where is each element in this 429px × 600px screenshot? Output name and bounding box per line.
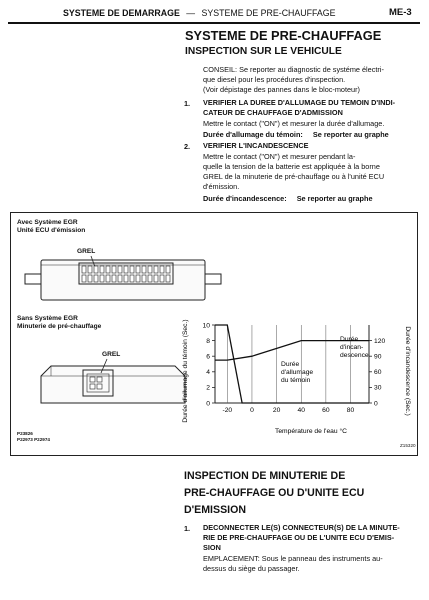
annotation-incandescence [340, 336, 369, 359]
annotation-incandescence-line-2: d'incan- [340, 344, 364, 351]
figure-frame [10, 212, 418, 456]
header-rule [8, 22, 420, 24]
y-left-tick-label: 0 [206, 400, 210, 408]
y-axis-label-left: Durée d'allumage du témoin (Sec.) [182, 319, 189, 423]
header-dash: — [186, 8, 196, 18]
step1-ref-value: Se reporter au graphe [312, 130, 389, 139]
annotation-indicator [281, 361, 313, 384]
annotation-incandescence-line-3: descence [340, 352, 369, 359]
x-tick-label: 20 [272, 407, 281, 414]
egr-label-2: Unité ECU d'émission [17, 227, 86, 234]
x-tick-label: -20 [222, 407, 233, 414]
y-right-tick-label: 60 [374, 369, 382, 377]
page-subtitle: INSPECTION SUR LE VEHICULE [185, 46, 342, 57]
step2-reference [203, 194, 373, 204]
section2-step1-number: 1. [184, 524, 191, 533]
section2-step1-title-line-2: RIE DE PRE-CHAUFFAGE OU DE L'UNITE ECU D'EMIS- [203, 533, 395, 542]
step1-reference [203, 130, 389, 140]
annotation-indicator-line-1: Durée [281, 361, 300, 368]
section2-step1-title-line-1: DECONNECTER LE(S) CONNECTEUR(S) DE LA MINUTE- [203, 523, 400, 532]
step1-title-line-2: CATEUR DE CHAUFFAGE D'ADMISSION [203, 108, 343, 117]
figure-code-1: P23826 [17, 431, 33, 436]
egr-label-1: Avec Système EGR [17, 219, 78, 226]
step2-title: VERIFIER L'INCANDESCENCE [203, 141, 309, 150]
figure-code-2: P22973 P22974 [17, 437, 50, 442]
y-left-tick-label: 4 [206, 369, 210, 377]
noegr-grel-label: GREL [102, 351, 121, 358]
noegr-label-1: Sans Système EGR [17, 315, 78, 322]
y-right-tick-label: 120 [374, 337, 386, 345]
annotation-indicator-line-3: du témoin [281, 377, 311, 384]
step2-ref-label: Durée d'incandescence: [203, 194, 287, 203]
header-section-title: SYSTEME DE DEMARRAGE [63, 8, 180, 18]
section2-step1-body-line-1: EMPLACEMENT: Sous le panneau des instruments au- [203, 554, 383, 563]
step2-body-line-1: Mettre le contact ("ON") et mesurer pendant la- [203, 152, 356, 161]
header-subsection-title: SYSTEME DE PRE-CHAUFFAGE [201, 8, 336, 18]
x-tick-label: 60 [322, 407, 330, 414]
step1-number: 1. [184, 99, 191, 108]
section2-title-line-1: INSPECTION DE MINUTERIE DE [184, 470, 346, 482]
step2-number: 2. [184, 142, 191, 151]
step1-body: Mettre le contact ("ON") et mesurer la durée d'allumage. [203, 119, 385, 128]
egr-grel-label: GREL [77, 248, 96, 255]
ecu-unit [25, 256, 221, 300]
y-right-tick-label: 0 [374, 400, 378, 408]
x-axis-label: Température de l'eau °C [275, 428, 347, 435]
y-right-tick-label: 30 [374, 384, 382, 392]
chart [177, 309, 413, 437]
page-code: ME-3 [389, 7, 412, 18]
section2-step1-title-line-3: SION [203, 543, 221, 552]
y-right-tick-label: 90 [374, 353, 382, 361]
section2-title-line-2: PRE-CHAUFFAGE OU D'UNITE ECU [184, 487, 365, 499]
advice-line-1: CONSEIL: Se reporter au diagnostic de systéme électri- [203, 65, 384, 74]
step2-body-line-2: quelle la tension de la batterie est appliquée à la borne [203, 162, 380, 171]
step2-body-line-4: d'émission. [203, 182, 240, 191]
step2-body-line-3: GREL de la minuterie de pré-chauffage ou à l'unité ECU [203, 172, 385, 181]
y-left-tick-label: 2 [206, 384, 210, 392]
x-tick-label: 0 [250, 407, 254, 414]
header-section [63, 8, 335, 18]
advice-line-2: que diesel pour les procédures d'inspection. [203, 75, 346, 84]
y-left-tick-label: 10 [202, 322, 210, 330]
step2-ref-value: Se reporter au graphe [296, 194, 373, 203]
y-axis-label-right: Durée d'incandescence (Sec.) [404, 326, 411, 416]
x-tick-label: 40 [297, 407, 305, 414]
section2-step1-body-line-2: dessus du siège du passager. [203, 564, 300, 573]
step1-title-line-1: VERIFIER LA DUREE D'ALLUMAGE DU TEMOIN D'INDI- [203, 98, 396, 107]
y-left-tick-label: 6 [206, 353, 210, 361]
x-tick-label: 80 [346, 407, 355, 414]
noegr-label-2: Minuterie de pré-chauffage [17, 323, 102, 330]
figure-ref-code: Z15320 [400, 443, 416, 448]
y-left-tick-label: 8 [206, 337, 210, 345]
page-title: SYSTEME DE PRE-CHAUFFAGE [185, 28, 382, 43]
section2-title-line-3: D'EMISSION [184, 504, 246, 516]
timer-unit [41, 359, 185, 403]
annotation-indicator-line-2: d'allumage [281, 369, 314, 376]
step1-ref-label: Durée d'allumage du témoin: [203, 130, 303, 139]
advice-line-3: (Voir dépistage des pannes dans le bloc-moteur) [203, 85, 360, 94]
annotation-incandescence-line-1: Durée [340, 336, 359, 343]
